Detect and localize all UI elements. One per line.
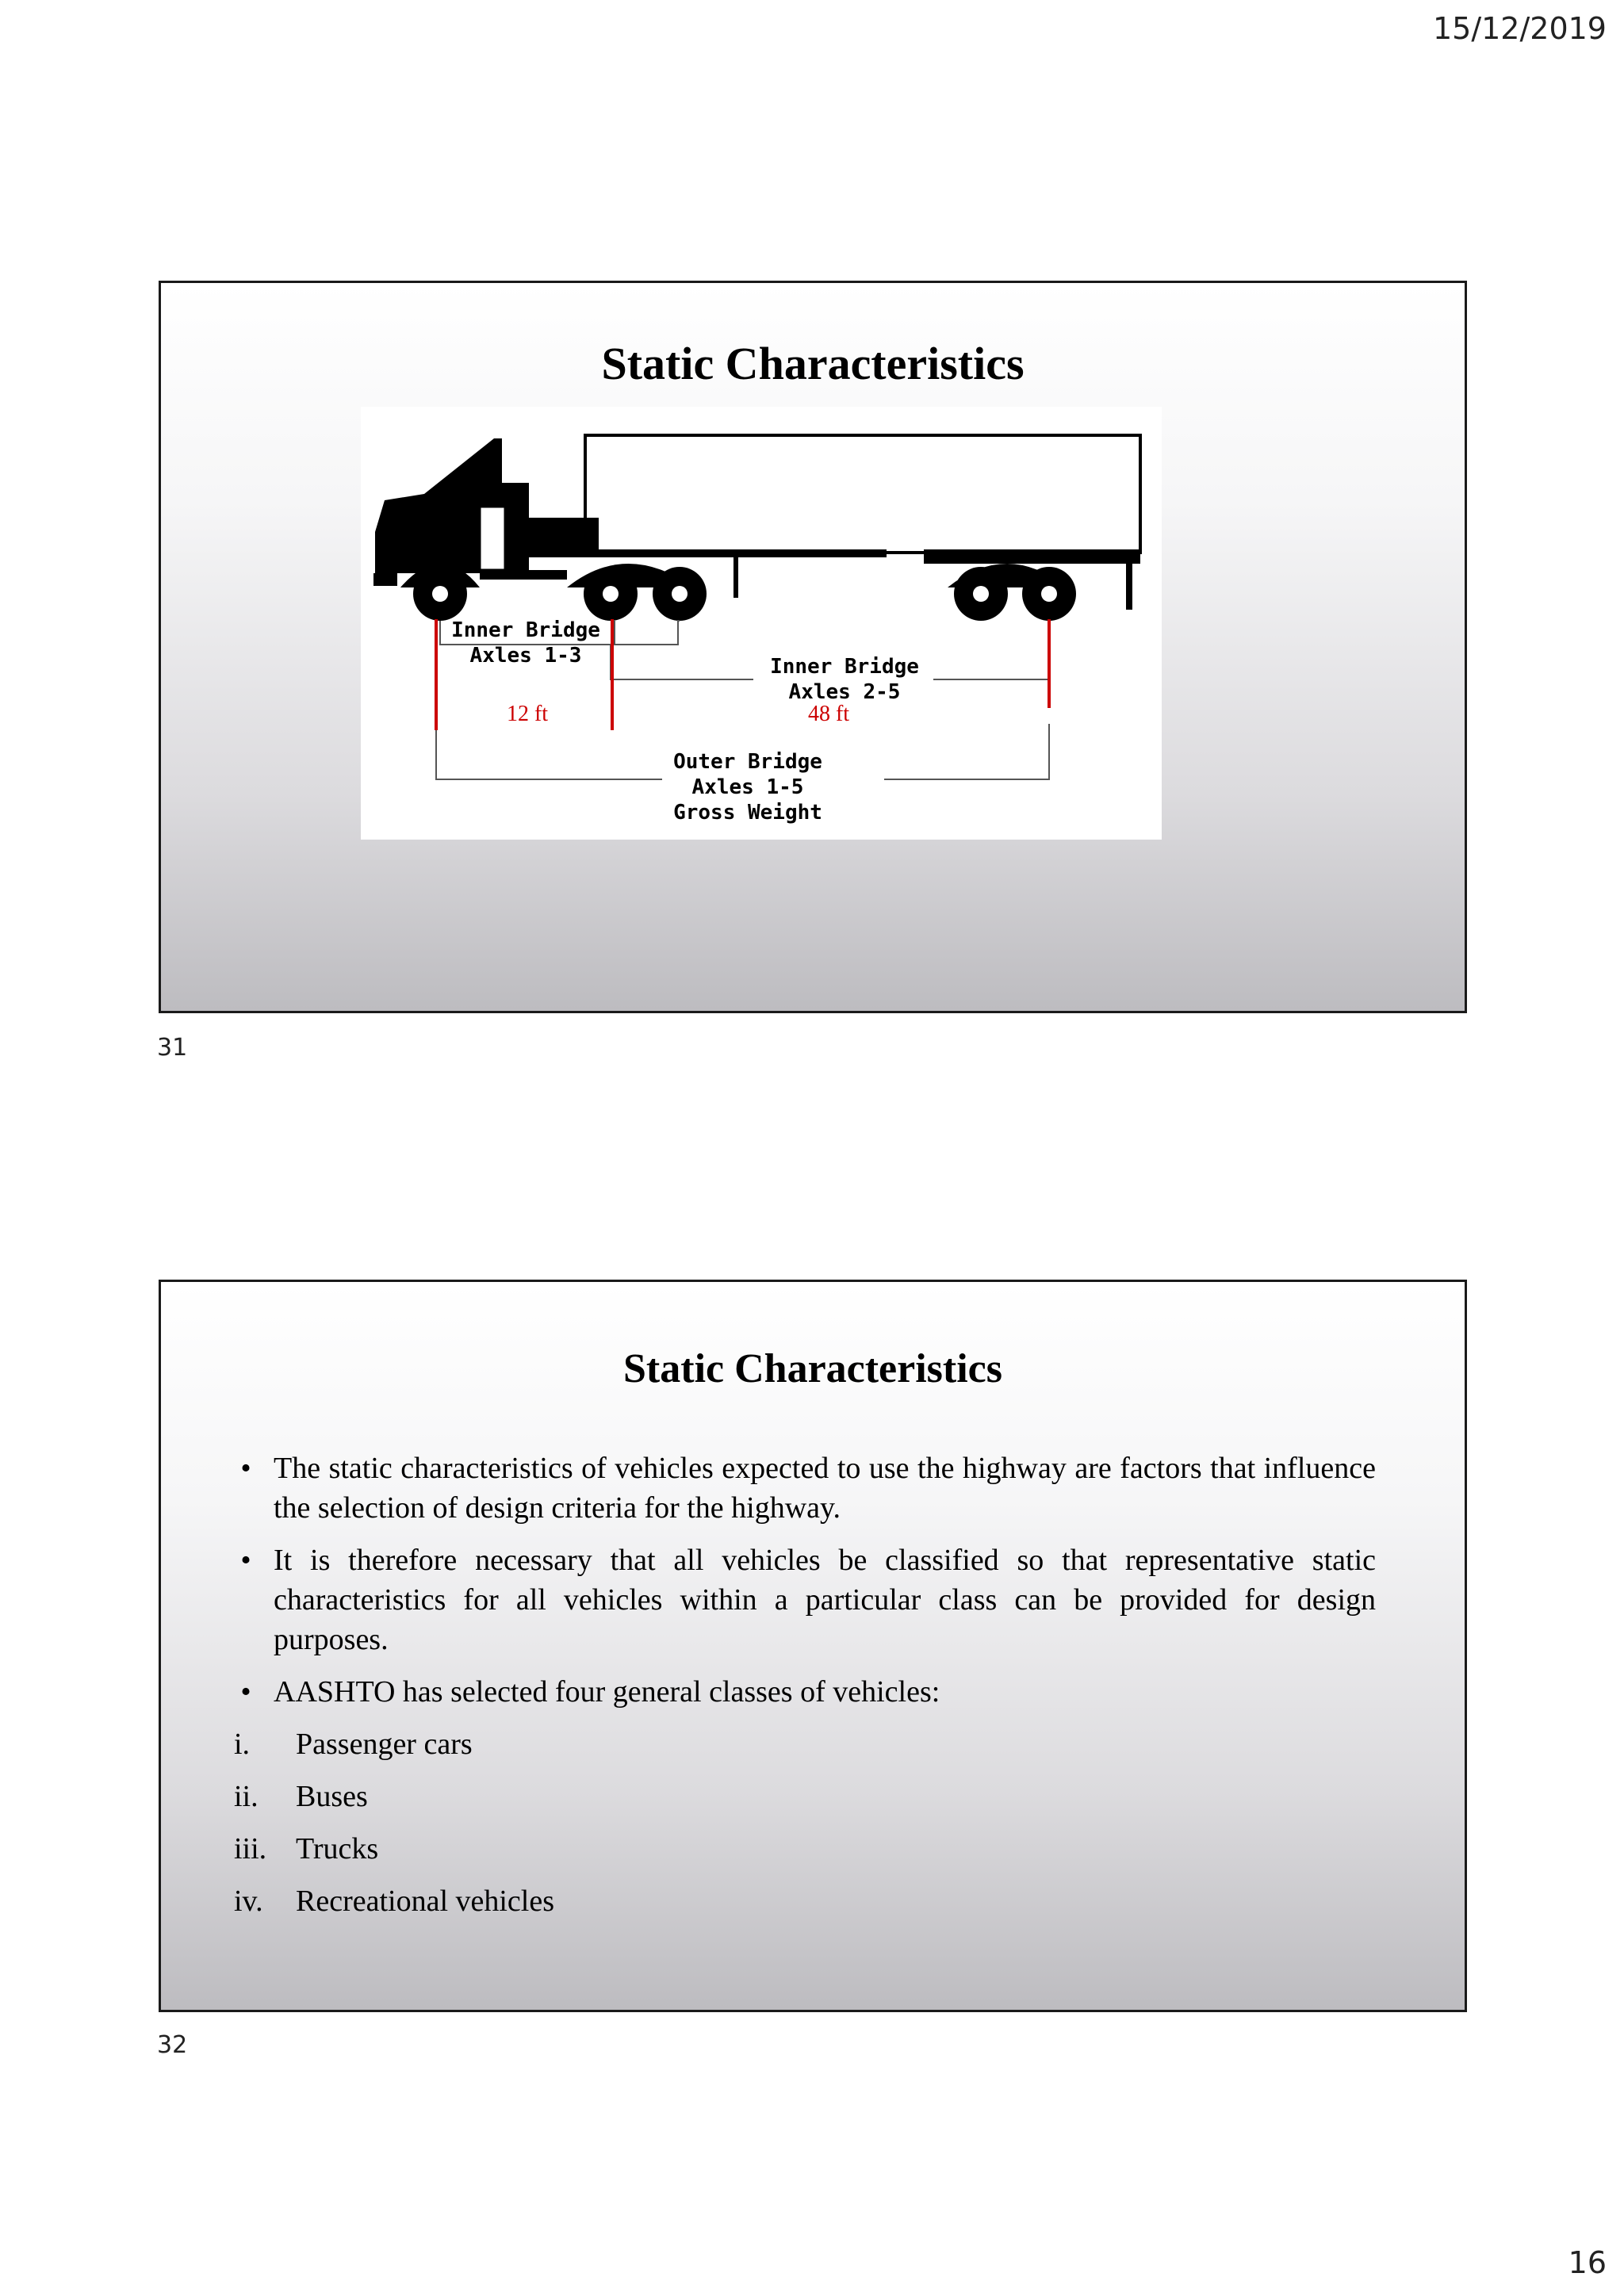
class-label: Recreational vehicles (296, 1885, 555, 1918)
class-label: Buses (296, 1780, 368, 1813)
inner-bridge-2-axles: Axles 2-5 (788, 680, 901, 704)
bullet-text: The static characteristics of vehicles expected to use the highway are factors that influence the selection of design criteria for the highway. (274, 1452, 1376, 1525)
slide-31 (159, 281, 1467, 1013)
bullet-symbol: • (240, 1544, 251, 1577)
bullet-item (234, 1448, 1376, 1528)
outer-bridge-gross-weight: Gross Weight (673, 801, 822, 825)
truck-bridge-diagram (361, 407, 1162, 840)
slide-32 (159, 1280, 1467, 2012)
wheel-axle-1 (413, 567, 467, 621)
slide-number: 31 (157, 1034, 188, 1062)
outer-bridge-axles: Axles 1-5 (691, 775, 804, 799)
inner-bridge-2-label: Inner Bridge (770, 655, 919, 679)
wheel-axle-3 (653, 567, 707, 621)
page-date: 15/12/2019 (1432, 11, 1607, 46)
wheel-axle-5 (1022, 567, 1076, 621)
class-marker: ii. (234, 1780, 259, 1813)
dimension-12ft: 12 ft (506, 702, 549, 726)
class-item (234, 1777, 1376, 1816)
class-item (234, 1829, 1376, 1869)
class-marker: iv. (234, 1885, 263, 1918)
dimension-48ft: 48 ft (807, 702, 850, 726)
bullet-text: AASHTO has selected four general classes of vehicles: (274, 1675, 940, 1709)
class-label: Trucks (296, 1832, 379, 1866)
inner-bridge-1-axles: Axles 1-3 (469, 644, 582, 668)
class-marker: i. (234, 1728, 251, 1761)
class-item (234, 1881, 1376, 1921)
outer-bridge-label: Outer Bridge (673, 750, 822, 774)
bullet-item (234, 1540, 1376, 1659)
bullet-item (234, 1672, 1376, 1712)
slide-title: Static Characteristics (623, 1346, 1002, 1391)
class-item (234, 1724, 1376, 1764)
slide-content (234, 1448, 1376, 1934)
trailer-box (585, 435, 1140, 553)
wheel-axle-2 (584, 567, 638, 621)
slide-number: 32 (157, 2031, 188, 2059)
bullet-text: It is therefore necessary that all vehicles be classified so that representative static characteristics for all vehicles within a particular class can be provided for design purposes. (274, 1544, 1376, 1656)
class-marker: iii. (234, 1832, 267, 1866)
class-label: Passenger cars (296, 1728, 473, 1761)
bullet-symbol: • (240, 1675, 251, 1709)
slide-title: Static Characteristics (601, 338, 1025, 389)
inner-bridge-1-label: Inner Bridge (451, 618, 600, 642)
wheel-axle-4 (954, 567, 1008, 621)
bullet-symbol: • (240, 1452, 251, 1485)
page-number: 16 (1568, 2245, 1607, 2280)
